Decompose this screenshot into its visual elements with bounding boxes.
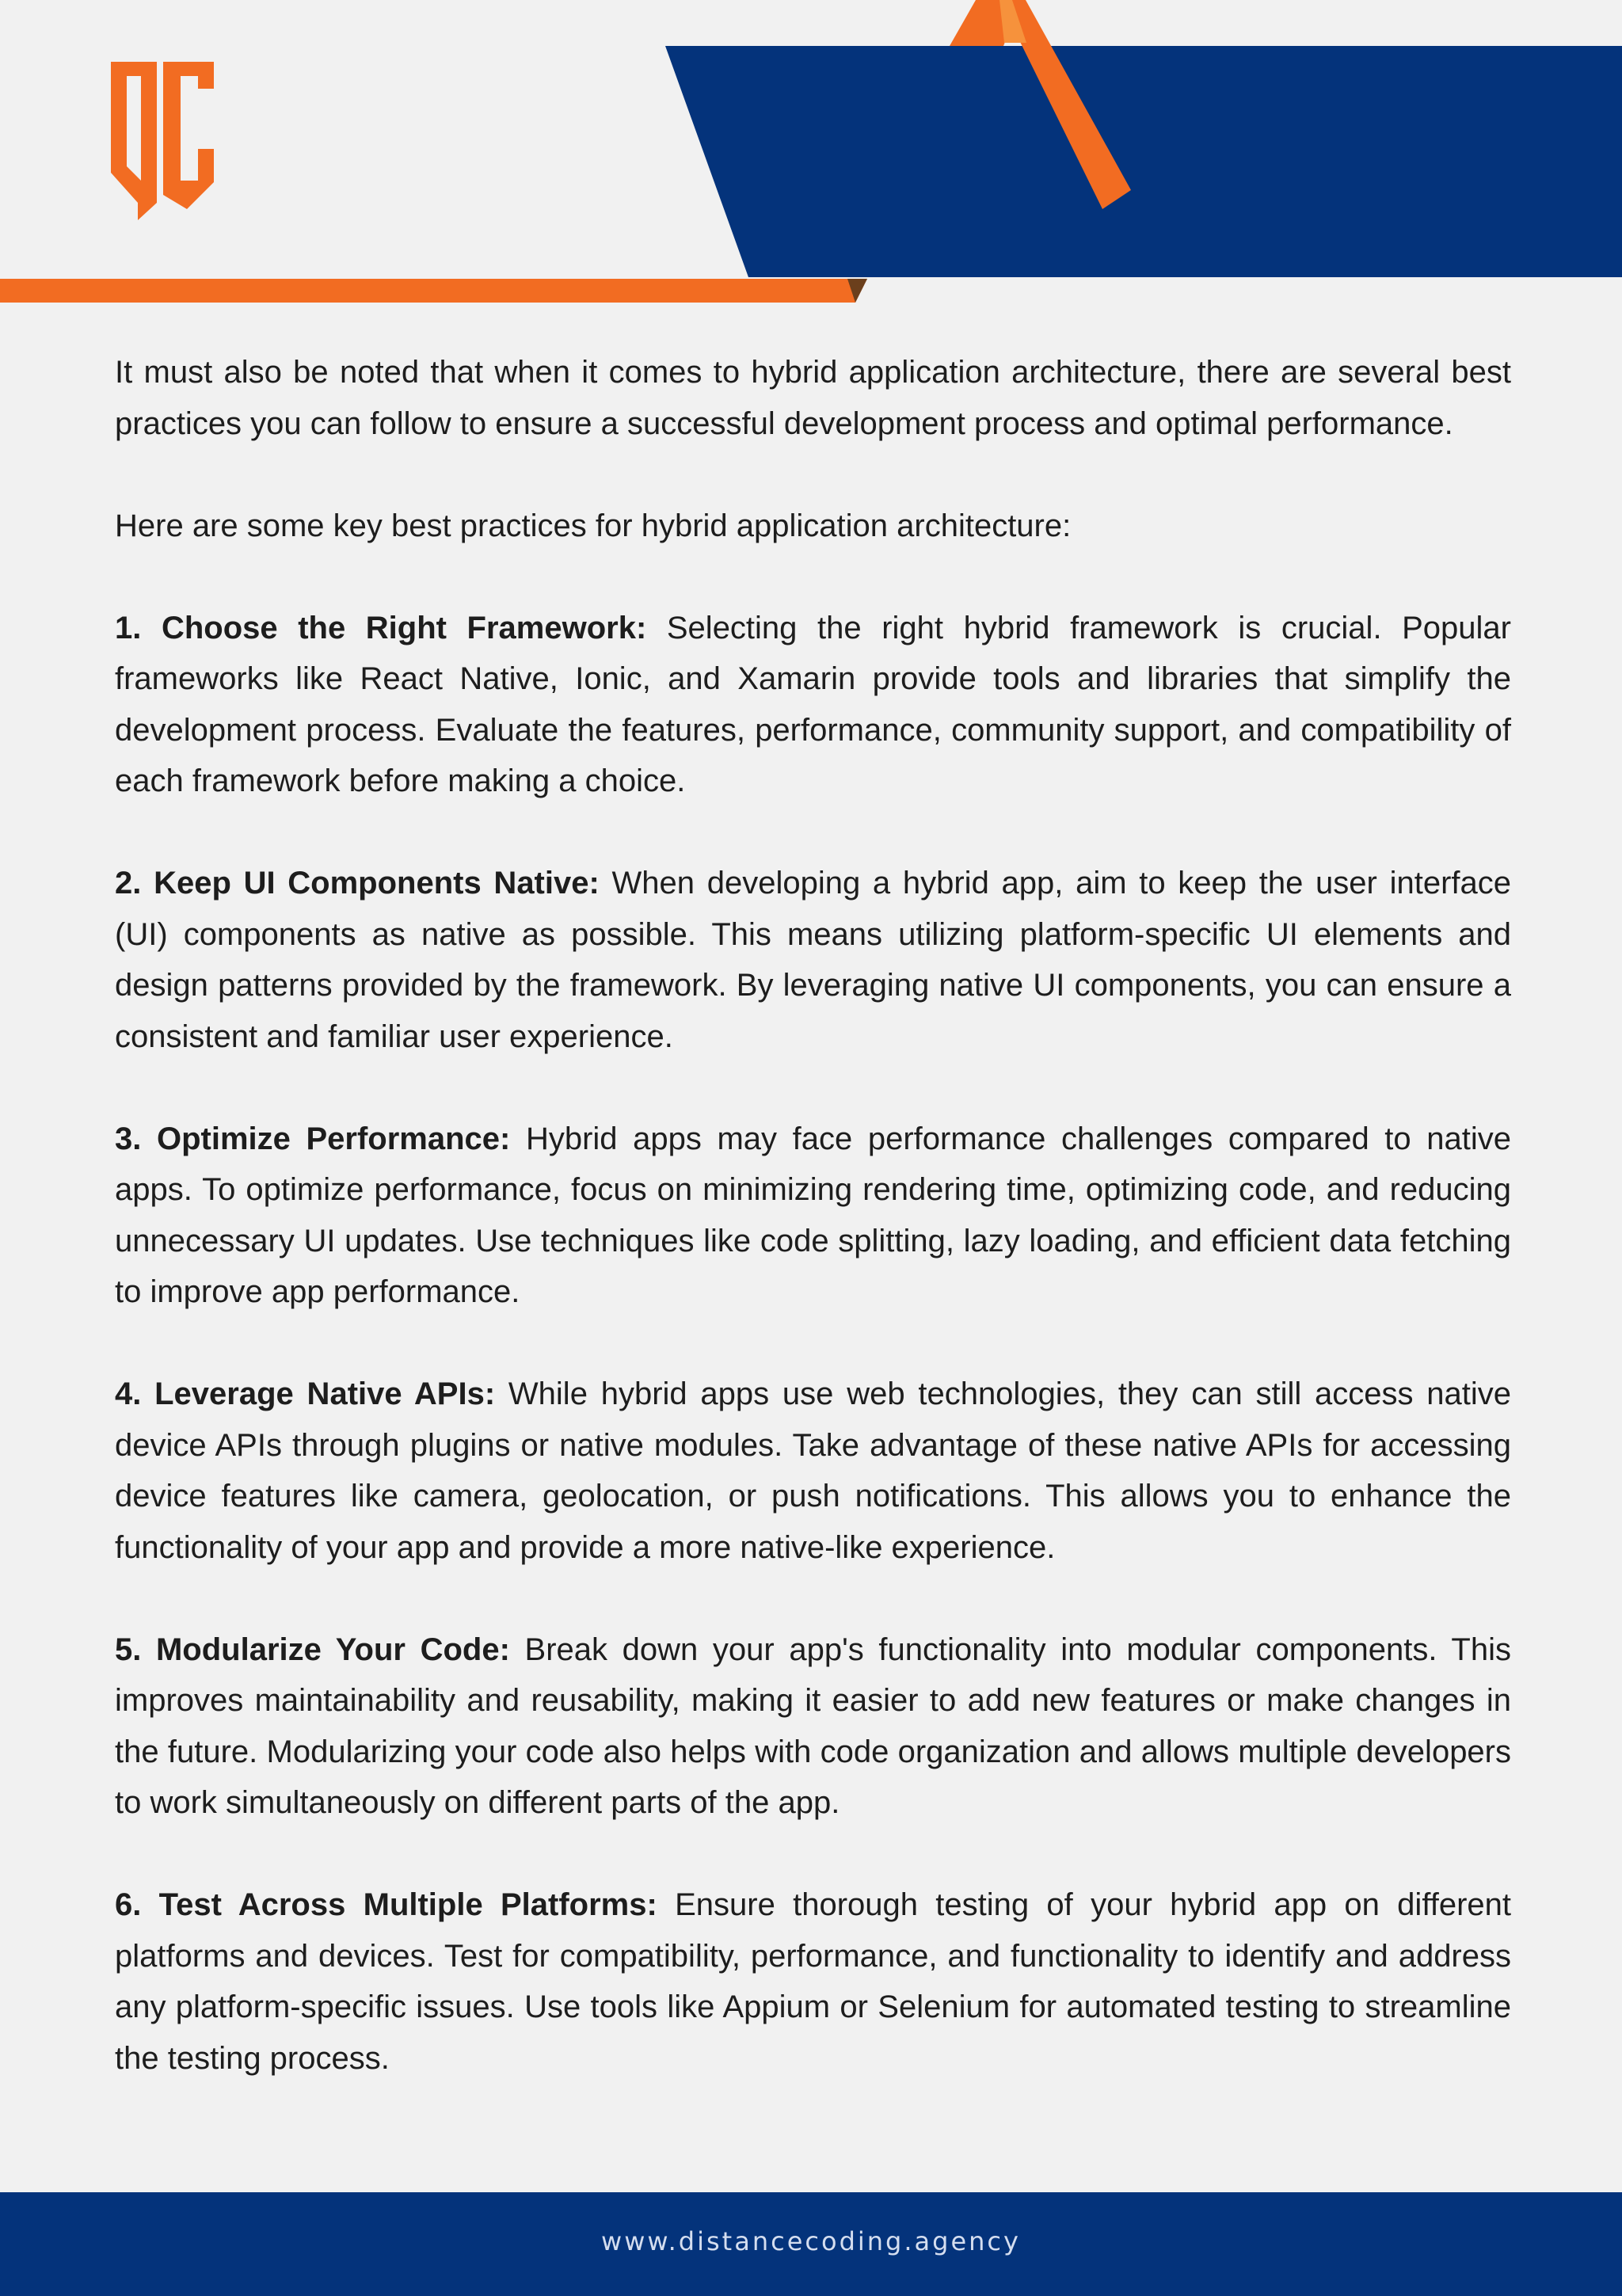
practice-text: Break down your app's functionality into modular components. This improves maintainability and reusability, making it easier to add new features or make changes in the future. Modularizing your code also helps with code organization and allows multiple developers to work simultaneously on different parts of the app. — [115, 1632, 1511, 1820]
practice-title: 6. Test Across Multiple Platforms: — [115, 1887, 657, 1922]
header-orange-stripe — [0, 279, 867, 303]
practice-title: 3. Optimize Performance: — [115, 1121, 511, 1156]
practice-text: When developing a hybrid app, aim to keep the user interface (UI) components as native as possible. This means utilizing platform-specific UI elements and design patterns provided by the framework. By leveraging native UI components, you can ensure a consistent and familiar user experience. — [115, 866, 1511, 1054]
practice-text: Ensure thorough testing of your hybrid app on different platforms and devices. Test for compatibility, performance, and functionality to identify and address any platform-specific issues. Use tools like Appium or Selenium for automated testing to streamline the testing process. — [115, 1887, 1511, 2076]
document-body — [115, 347, 1511, 2084]
practice-title: 5. Modularize Your Code: — [115, 1632, 510, 1667]
practice-item — [115, 1624, 1511, 1829]
practice-title: 1. Choose the Right Framework: — [115, 610, 647, 645]
practice-item — [115, 1879, 1511, 2084]
practice-text: While hybrid apps use web technologies, they can still access native device APIs through plugins or native modules. Take advantage of these native APIs for accessing device features like camera, geolocation, or push notifications. This allows you to enhance the functionality of your app and provide a more native-like experience. — [115, 1376, 1511, 1565]
practice-item — [115, 1114, 1511, 1318]
header-blue-banner — [665, 46, 1622, 277]
practice-item — [115, 1369, 1511, 1573]
practice-item — [115, 603, 1511, 807]
header-decoration — [0, 0, 1622, 309]
practice-title: 2. Keep UI Components Native: — [115, 866, 600, 901]
practice-text: Selecting the right hybrid framework is crucial. Popular frameworks like React Native, Ionic, and Xamarin provide tools and libraries that simplify the development process. Evaluate the features, performance, community support, and compatibility of each framework before making a choice. — [115, 610, 1512, 798]
intro-paragraph: It must also be noted that when it comes to hybrid application architecture, there are several best practices you can follow to ensure a successful development process and optimal performance. — [115, 355, 1511, 441]
footer-website-link[interactable]: www.distancecoding.agency — [601, 2226, 1021, 2256]
lead-paragraph: Here are some key best practices for hybrid application architecture: — [115, 508, 1072, 543]
practice-item — [115, 858, 1511, 1062]
practice-title: 4. Leverage Native APIs: — [115, 1376, 496, 1411]
footer-bar — [0, 2192, 1622, 2296]
practice-text: Hybrid apps may face performance challenges compared to native apps. To optimize performance, focus on minimizing rendering time, optimizing code, and reducing unnecessary UI updates. Use techniques like code splitting, lazy loading, and efficient data fetching to improve app performance. — [115, 1121, 1511, 1309]
logo-letters: DC — [162, 149, 164, 150]
dc-logo-icon — [111, 62, 214, 220]
